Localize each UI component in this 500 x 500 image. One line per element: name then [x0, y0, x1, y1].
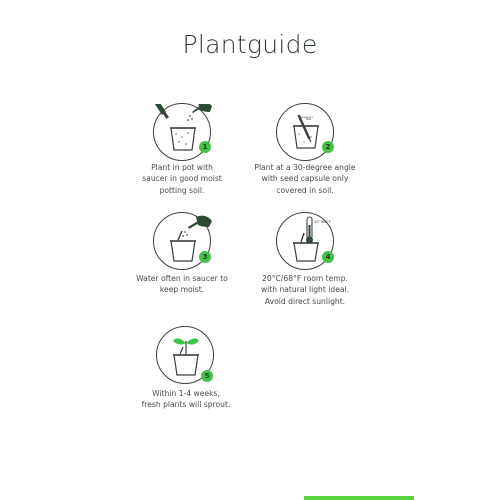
step-5-caption: Within 1-4 weeks, fresh plants will sprout.	[141, 389, 231, 410]
trowel-icon	[154, 104, 169, 119]
accent-bar	[304, 496, 414, 500]
step-3-badge: 3	[199, 251, 211, 263]
step-2-caption: Plant at a 30-degree angle with seed capsule only covered in soil.	[254, 163, 356, 195]
step-4-badge: 4	[322, 251, 334, 263]
watering-can-icon	[182, 216, 212, 237]
watering-can-icon	[187, 104, 212, 121]
step-2-badge: 2	[322, 141, 334, 153]
angle-label: 30°	[306, 116, 314, 121]
step-1-badge: 1	[199, 141, 211, 153]
sprout-icon	[173, 338, 199, 355]
page-title: Plantguide	[182, 30, 318, 59]
step-5-badge: 5	[201, 370, 213, 382]
temp-label: 20°/68°F	[314, 219, 331, 224]
step-3-caption: Water often in saucer to keep moist.	[136, 274, 228, 295]
step-4-caption: 20°C/68°F room temp. with natural light ideal. Avoid direct sunlight.	[260, 274, 350, 306]
flower-pot-icon	[170, 128, 196, 150]
flower-pot-icon	[293, 233, 319, 261]
step-1-caption: Plant in pot with saucer in good moist potting soil.	[142, 163, 222, 195]
thermometer-icon	[306, 217, 331, 244]
